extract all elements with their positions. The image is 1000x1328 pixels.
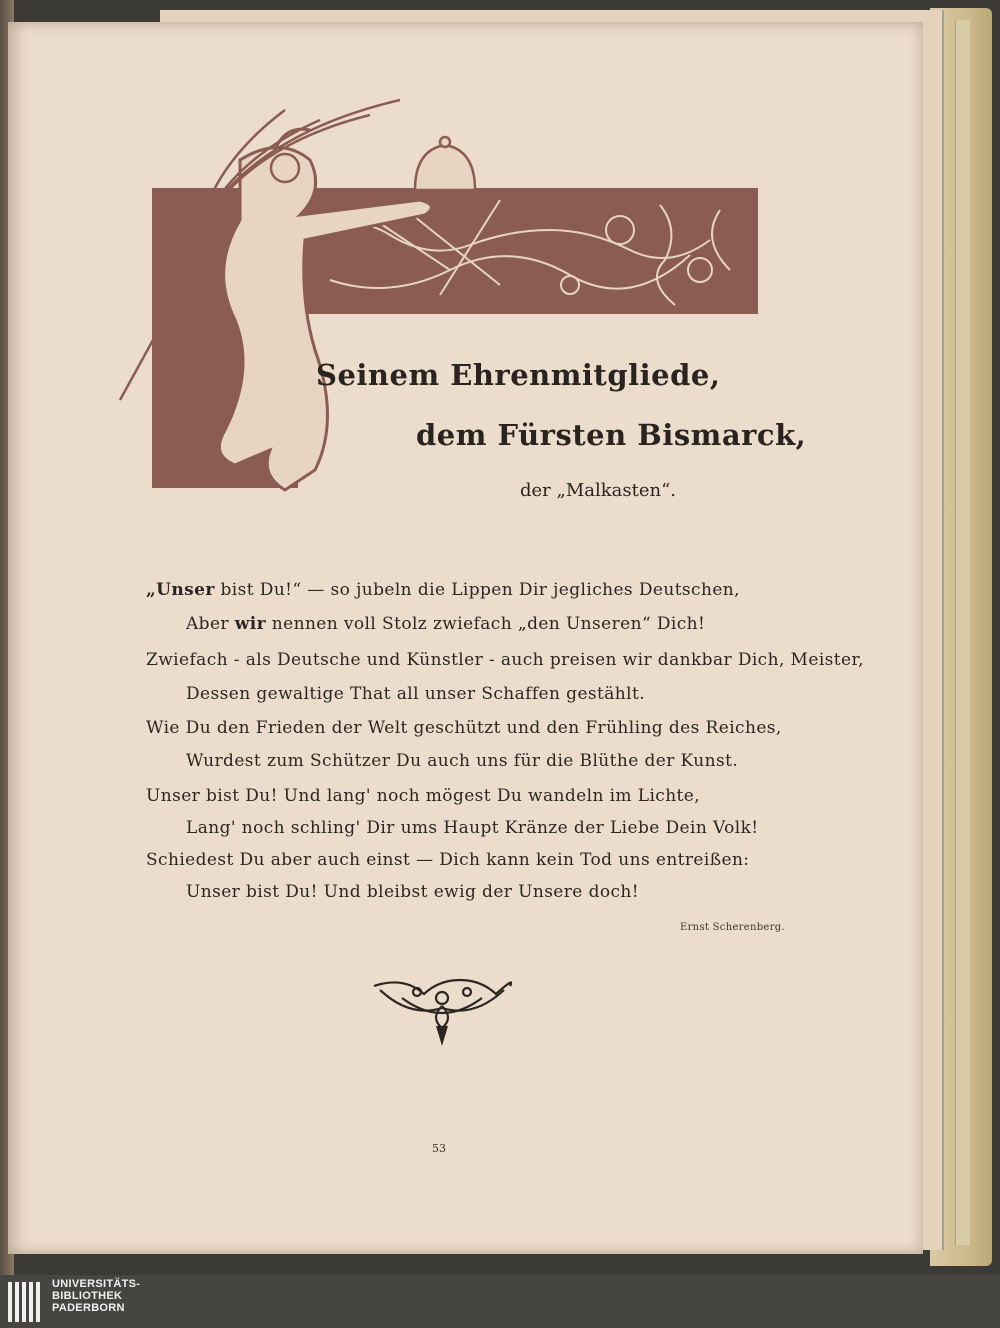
poem-line-7: Unser bist Du! Und lang' noch mögest Du wandeln im Lichte, [146,786,701,806]
poem-line-5: Wie Du den Frieden der Welt geschützt und den Frühling des Reiches, [146,718,782,738]
poem-line-3: Zwiefach - als Deutsche und Künstler - auch preisen wir dankbar Dich, Meister, [146,650,864,670]
poem-line-4: Dessen gewaltige That all unser Schaffen gestählt. [186,684,646,704]
library-logo-icon [6,1278,44,1326]
dedication-heading-line-3: der „Malkasten“. [520,480,677,501]
dedication-heading-line-2: dem Fürsten Bismarck, [416,418,807,452]
author-signature: Ernst Scherenberg. [680,922,785,933]
poem-line-10: Unser bist Du! Und bleibst ewig der Unsere doch! [186,882,639,902]
library-name-line-2: BIBLIOTHEK [52,1290,123,1302]
library-name [52,1278,140,1314]
library-name-line-1: UNIVERSITÄTS- [52,1278,141,1290]
poem-line-1: „Unser bist Du!“ — so jubeln die Lippen Dir jegliches Deutschen, [146,580,740,600]
library-footer [0,1275,1000,1328]
poem-line-9: Schiedest Du aber auch einst — Dich kann kein Tod uns entreißen: [146,850,750,870]
poem-line-2: Aber wir nennen voll Stolz zwiefach „den Unseren“ Dich! [186,614,706,634]
poem-line-8: Lang' noch schling' Dir ums Haupt Kränze der Liebe Dein Volk! [186,818,759,838]
dedication-heading-line-1: Seinem Ehrenmitgliede, [316,358,721,392]
vignette-ornament [372,976,512,1048]
library-name-line-3: PADERBORN [52,1302,125,1314]
page-stack-edge [955,20,970,1245]
page-number: 53 [432,1142,446,1155]
poem-line-6: Wurdest zum Schützer Du auch uns für die Blüthe der Kunst. [186,751,739,771]
